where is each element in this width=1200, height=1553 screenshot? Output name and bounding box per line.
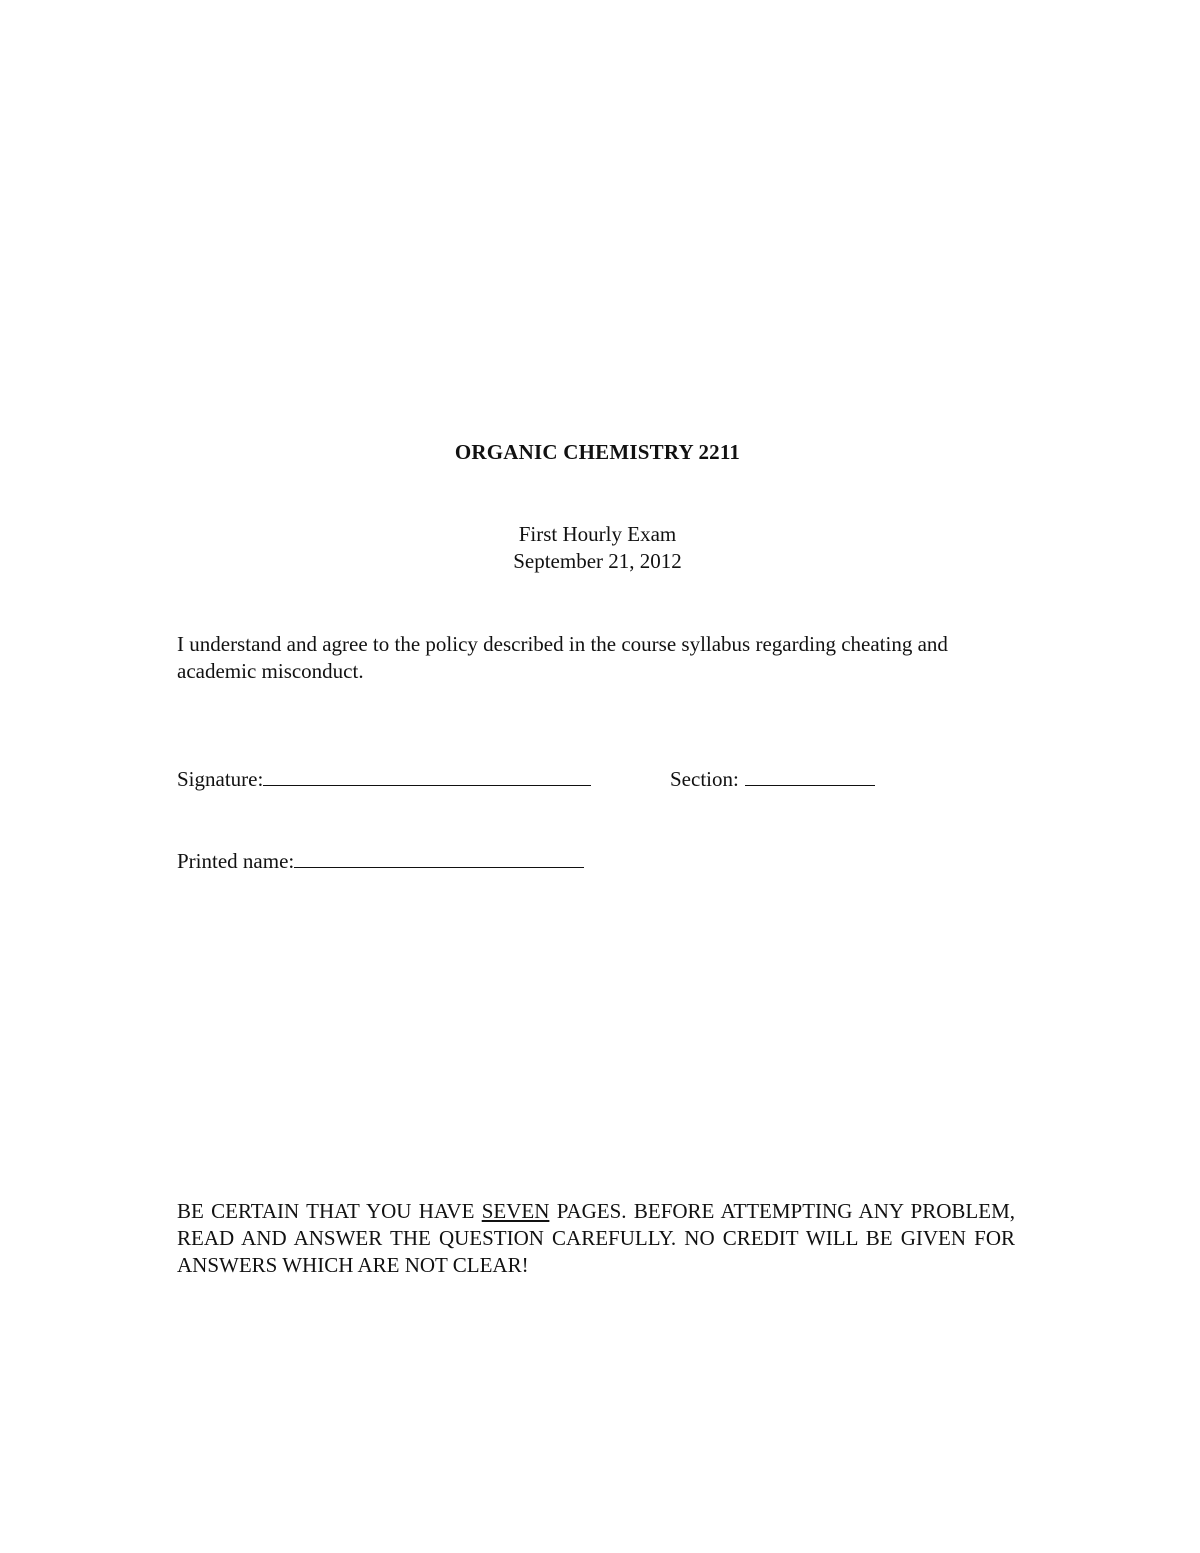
signature-blank-line[interactable] [263, 765, 591, 786]
section-label: Section: [670, 767, 739, 791]
policy-statement: I understand and agree to the policy described in the course syllabus regarding cheating and academic misconduct. [177, 632, 948, 683]
page-count-emphasis: SEVEN [481, 1199, 550, 1223]
section-field [670, 765, 875, 792]
signature-field [177, 765, 591, 792]
exam-date: September 21, 2012 [513, 549, 682, 573]
signature-label: Signature: [177, 767, 264, 791]
exam-instructions [177, 1198, 1015, 1279]
instructions-text-end: PAGES. BEFORE ATTEMPTING ANY PROBLEM, READ AND ANSWER THE QUESTION CAREFULLY. NO CREDIT WILL BE GIVEN FOR ANSWERS WHICH ARE NOT CLEAR! [177, 1199, 1015, 1277]
printed-name-field [177, 847, 584, 874]
instructions-text-start: BE CERTAIN THAT YOU HAVE [177, 1199, 482, 1223]
exam-name: First Hourly Exam [518, 522, 677, 546]
section-blank-line[interactable] [745, 765, 875, 786]
printed-name-blank-line[interactable] [294, 847, 584, 868]
course-title: ORGANIC CHEMISTRY 2211 [454, 440, 741, 464]
printed-name-label: Printed name: [177, 849, 295, 873]
